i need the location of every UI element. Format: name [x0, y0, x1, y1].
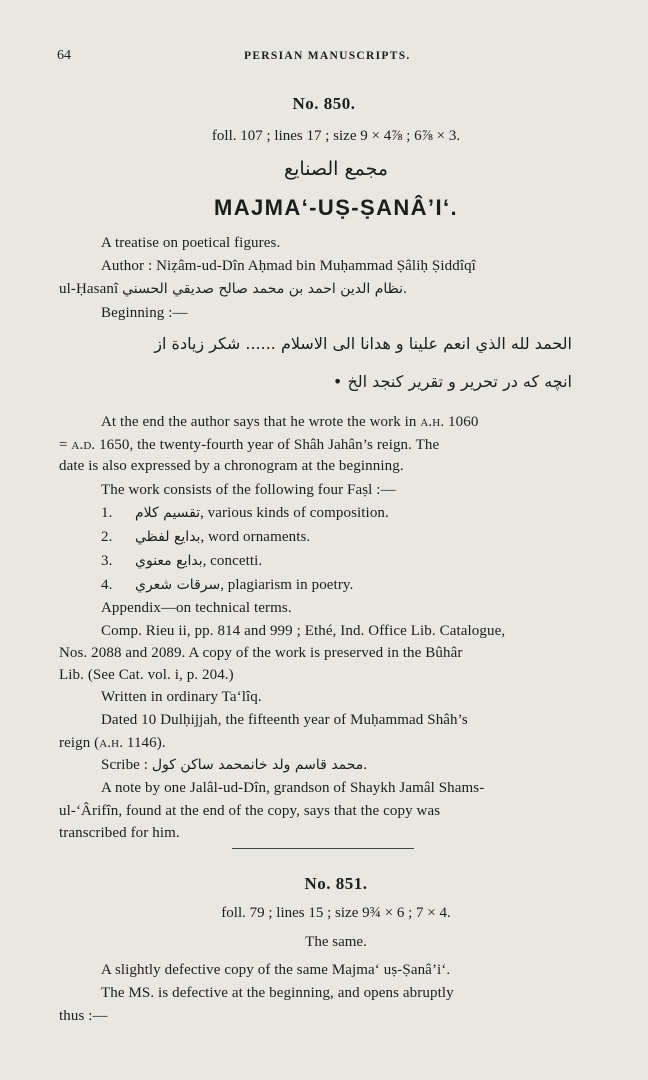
- entry-850-note-line3: transcribed for him.: [59, 825, 180, 841]
- fasl-item: [101, 505, 389, 522]
- entry-850-dated-line2: [59, 735, 166, 752]
- author-line-period: .: [403, 281, 407, 297]
- entry-850-title: MAJMA‘-UṢ-ṢANÂ’I‘.: [214, 195, 458, 220]
- fasl-item-arabic: بدايع لفظي: [135, 529, 201, 545]
- fasl-item-number: 1.: [101, 505, 113, 521]
- entry-850-note-line2: ul-‘Ârifîn, found at the end of the copy, says that the copy was: [59, 803, 441, 819]
- fasl-item-text: , word ornaments.: [200, 529, 311, 545]
- fasl-item-number: 4.: [101, 577, 113, 593]
- scribe-label: Scribe :: [101, 757, 149, 773]
- entry-851-number: No. 851.: [304, 874, 368, 893]
- entry-850-note-line1: A note by one Jalâl-ud-Dîn, grandson of Shaykh Jamâl Shams-: [101, 780, 485, 796]
- fasl-item-number: 2.: [101, 529, 113, 545]
- fasl-item: [101, 577, 353, 594]
- entry-850-author-line2: [59, 281, 407, 298]
- fasl-item-number: 3.: [101, 553, 113, 569]
- page-number: 64: [57, 48, 71, 63]
- entry-850-comp-line1: Comp. Rieu ii, pp. 814 and 999 ; Ethé, Ind. Office Lib. Catalogue,: [101, 623, 506, 639]
- scribe-name-arabic: محمد قاسم ولد خانمحمد ساكن كول: [151, 757, 364, 773]
- entry-850-para1-line2: [59, 437, 439, 454]
- entry-850-para1-line1: [101, 414, 478, 431]
- entry-850-comp-line3: Lib. (See Cat. vol. i, p. 204.): [59, 667, 234, 683]
- entry-850-number: No. 850.: [292, 94, 356, 113]
- entry-850-author-line1: Author : Niẓâm-ud-Dîn Aḥmad bin Muḥammad Ṣâliḥ Ṣiddîqî: [101, 258, 476, 274]
- entry-851-collation: foll. 79 ; lines 15 ; size 9¾ × 6 ; 7 × 4.: [221, 905, 451, 921]
- entry-851-line2: The MS. is defective at the beginning, and opens abruptly: [101, 985, 454, 1001]
- entry-851-same: The same.: [305, 934, 367, 950]
- entry-850-fasl-intro: The work consists of the following four Faṣl :—: [101, 482, 396, 498]
- dated-text-b: 1146).: [123, 735, 166, 751]
- entry-850-para1-line3: date is also expressed by a chronogram at the beginning.: [59, 458, 404, 474]
- entry-850-dated-line1: Dated 10 Dulḥijjah, the fifteenth year of Muḥammad Shâh’s: [101, 712, 468, 728]
- entry-850-collation: foll. 107 ; lines 17 ; size 9 × 4⅞ ; 6⅞ × 3.: [211, 128, 461, 144]
- entry-850-beginning-arabic-1: الحمد لله الذي انعم علينا و هدانا الى الاسلام ...... شكر زيادة از: [154, 334, 572, 353]
- fasl-item-text: , various kinds of composition.: [200, 505, 389, 521]
- fasl-item-text: , concetti.: [202, 553, 263, 569]
- era-ah: a.h.: [420, 414, 445, 430]
- entry-850-appendix: Appendix—on technical terms.: [101, 600, 292, 616]
- entry-850-scribe: [101, 757, 367, 774]
- fasl-item: [101, 553, 262, 570]
- fasl-item: [101, 529, 310, 546]
- entry-850-arabic-title: مجمع الصنايع: [283, 158, 389, 180]
- entry-850-written: Written in ordinary Ta‘lîq.: [101, 689, 262, 705]
- author-name-arabic: نظام الدين احمد بن محمد صالح صديقي الحسني: [122, 281, 404, 297]
- para1-text-a: At the end the author says that he wrote the work in: [101, 414, 421, 430]
- fasl-item-text: , plagiarism in poetry.: [220, 577, 354, 593]
- fasl-item-arabic: تقسيم كلام: [135, 505, 201, 521]
- para1-year-ah: 1060: [444, 414, 479, 430]
- entry-851-line1: A slightly defective copy of the same Majma‘ uṣ-Ṣanâ’i‘.: [101, 962, 451, 978]
- fasl-item-arabic: بدايع معنوي: [135, 553, 203, 569]
- entry-850-description: A treatise on poetical figures.: [101, 235, 281, 251]
- entry-850-comp-line2: Nos. 2088 and 2089. A copy of the work is preserved in the Bûhâr: [59, 645, 463, 661]
- section-divider: [232, 848, 414, 849]
- entry-850-beginning-label: Beginning :—: [101, 305, 188, 321]
- scribe-period: .: [363, 757, 368, 773]
- para1-text-b: =: [59, 437, 72, 453]
- era-ad: a.d.: [71, 437, 96, 453]
- entry-851-line3: thus :—: [59, 1008, 108, 1024]
- para1-text-c: 1650, the twenty-fourth year of Shâh Jahân’s reign. The: [95, 437, 440, 453]
- running-title: PERSIAN MANUSCRIPTS.: [244, 50, 411, 62]
- dated-text-a: reign (: [59, 735, 100, 751]
- entry-850-beginning-arabic-2: انچه كه در تحرير و تقرير كنجد الخ •: [332, 372, 572, 391]
- author-nisba: ul-Ḥasanî: [59, 281, 119, 297]
- fasl-item-arabic: سرقات شعري: [135, 577, 221, 593]
- dated-era-ah: a.h.: [99, 735, 124, 751]
